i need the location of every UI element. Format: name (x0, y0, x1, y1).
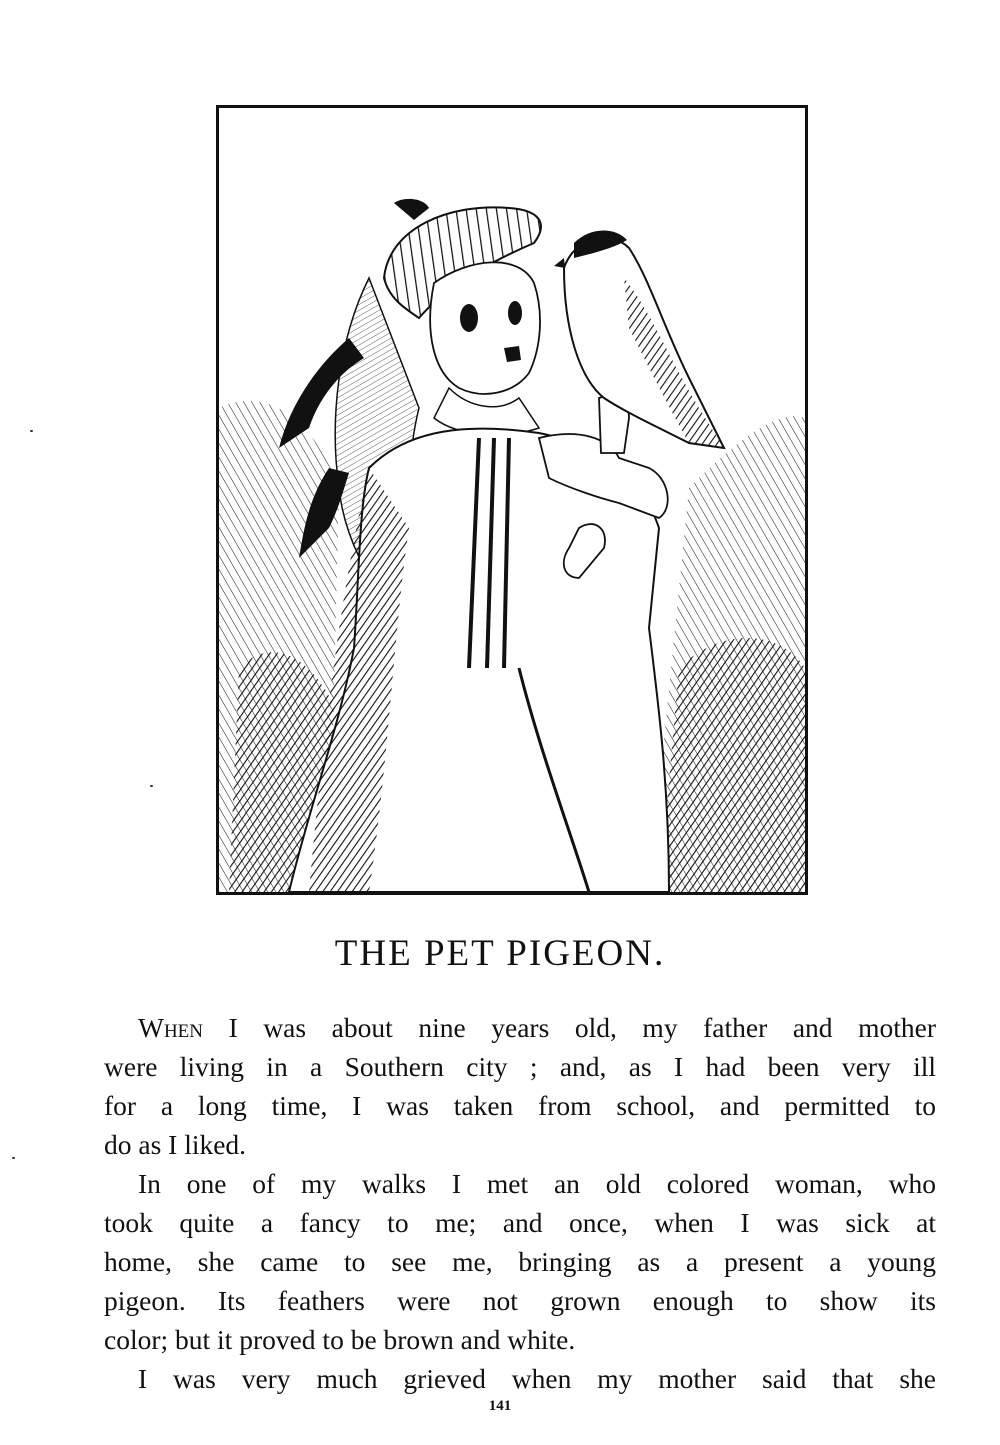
paragraph-3-line-1: I was very much grieved when my mother said that she (138, 1363, 936, 1394)
paragraph-2-line-2: took quite a fancy to me; and once, when I was sick at (104, 1207, 936, 1238)
paragraph-2-line-3: home, she came to see me, bringing as a present a young (104, 1246, 936, 1277)
chapter-title: THE PET PIGEON. (334, 933, 666, 974)
drop-word: When (138, 1012, 204, 1043)
pigeon-beak (554, 258, 565, 268)
paragraph-1-line-4: do as I liked. (104, 1129, 247, 1160)
illustration-frame (216, 105, 808, 895)
girl-mouth (504, 346, 521, 362)
hat-bow (394, 199, 429, 220)
scan-speck (30, 430, 33, 432)
paragraph-1-line-3: for a long time, I was taken from school, and permitted to (104, 1090, 936, 1121)
girl-eye (460, 304, 478, 332)
paragraph-1-line-2: were living in a Southern city ; and, as I had been very ill (104, 1051, 936, 1082)
girl-face (430, 262, 540, 394)
paragraph-1-line-1: When I was about nine years old, my father and mother (138, 1012, 937, 1043)
body-text (104, 1008, 936, 1398)
paragraph-2-line-5: color; but it proved to be brown and white. (104, 1324, 576, 1355)
background-dark-right (659, 638, 805, 892)
scan-speck (12, 1157, 15, 1159)
girl-eye-right (508, 301, 522, 325)
scan-speck (150, 785, 153, 787)
girl-collar (434, 388, 539, 435)
page-number: 141 (488, 1398, 512, 1414)
girl-with-pigeon-illustration (219, 108, 805, 892)
paragraph-2-line-4: pigeon. Its feathers were not grown enough to show its (104, 1285, 936, 1316)
paragraph-2-line-1: In one of my walks I met an old colored woman, who (138, 1168, 936, 1199)
